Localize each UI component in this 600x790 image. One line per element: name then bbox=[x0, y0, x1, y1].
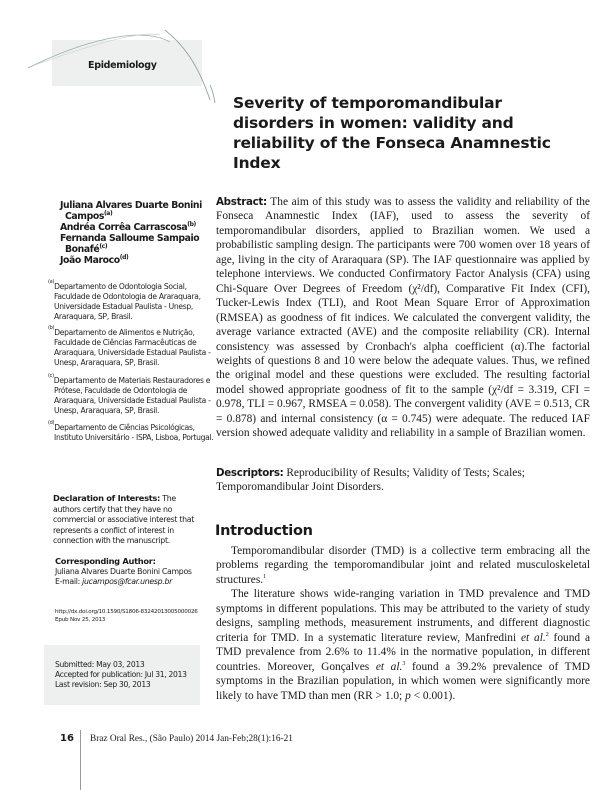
affiliation: $^{(a)}$Departamento de Odontologia Social, Faculdade de Odontologia de Araraquara, Universidade Estadual Paulista - Unesp, Araraquara, SP, Brasil. bbox=[48, 279, 201, 321]
email-link[interactable]: jucampos@fcar.unesp.br bbox=[82, 577, 173, 586]
doi-info: http://dx.doi.org/10.1590/S1806-83242013005000026 Epub Nov 25, 2013 bbox=[55, 609, 198, 623]
dates: Submitted: May 03, 2013 Accepted for publication: Jul 31, 2013 Last revision: Sep 30, 2013 bbox=[55, 660, 187, 689]
author: Andréa Corrêa Carrascosa$^{(b)}$ bbox=[60, 220, 196, 233]
abstract bbox=[216, 195, 590, 441]
journal-citation: Braz Oral Res., (São Paulo) 2014 Jan-Feb;28(1):16-21 bbox=[90, 734, 293, 744]
article-title: Severity of temporomandibular disorders in women: validity and reliability of the Fonseca Anamnestic Index bbox=[233, 94, 551, 172]
affiliation: $^{(d)}$Departamento de Ciências Psicológicas, Instituto Universitário - ISPA, Lisboa, Portugal. bbox=[48, 420, 214, 442]
author: João Maroco$^{(d)}$ bbox=[60, 253, 129, 266]
page-number: 16 bbox=[60, 733, 74, 744]
doi-link[interactable]: http://dx.doi.org/10.1590/S1806-83242013005000026 bbox=[55, 609, 198, 615]
descriptors-text: Reproducibility of Results; Validity of Tests; Scales; Temporomandibular Joint Disorders. bbox=[216, 467, 525, 494]
declaration-of-interests: Declaration of Interests: The authors certify that they have no commercial or associative interest that represents a conflict of interest in connection with the manuscript. bbox=[53, 493, 194, 545]
author: Juliana Alvares Duarte Bonini Campos$^{(a)}$ bbox=[60, 200, 202, 222]
decorative-curve-tail bbox=[180, 85, 220, 105]
introduction-heading: Introduction bbox=[215, 523, 313, 539]
section-label: Epidemiology bbox=[88, 60, 157, 71]
footer-divider bbox=[80, 730, 81, 790]
introduction-body bbox=[216, 544, 590, 703]
author: Fernanda Salloume Sampaio Bonafé$^{(c)}$ bbox=[60, 233, 200, 255]
affiliation: $^{(b)}$Departamento de Alimentos e Nutrição, Faculdade de Ciências Farmacêuticas de Araraquara, Universidade Estadual Paulista - Unesp, Araraquara, SP, Brasil. bbox=[48, 325, 211, 367]
abstract-label: Abstract: bbox=[216, 196, 267, 208]
author-list bbox=[60, 200, 210, 266]
descriptors bbox=[216, 466, 590, 495]
descriptors-label: Descriptors: bbox=[216, 467, 284, 479]
paragraph: Temporomandibular disorder (TMD) is a collective term embracing all the problems regarding the temporomandibular joint and related musculoskeletal structures.$^1$ bbox=[216, 545, 590, 586]
paragraph: The literature shows wide-ranging variation in TMD prevalence and TMD symptoms in different populations. This may be attributed to the variety of study designs, sampling methods, measurement instruments, and different diagnostic criteria for TMD. In a systematic literature review, Manfredini et al.$^2$ found a TMD prevalence from 2.6% to 11.4% in the normative population, in different countries. Moreover, Gonçalves et al.$^3$ found a 39.2% prevalence of TMD symptoms in the Brazilian population, in which women were significantly more likely to have TMD than men (RR > 1.0; p < 0.001). bbox=[216, 588, 591, 702]
affiliation: $^{(c)}$Departamento de Materiais Restauradores e Prótese, Faculdade de Odontologia de Araraquara, Universidade Estadual Paulista - Unesp, Araraquara, SP, Brasil. bbox=[48, 373, 211, 415]
corresponding-author: Corresponding Author: Juliana Alvares Duarte Bonini Campos E-mail: jucampos@fcar.unesp.br bbox=[55, 556, 192, 586]
abstract-text: The aim of this study was to assess the validity and reliability of the Fonseca Anamnestic Index (IAF), used to assess the severity of temporomandibular disorders, applied to Brazilian women. We used a probabilistic sampling design. The participants were 700 women over 18 years of age, living in the city of Araraquara (SP). The IAF questionnaire was applied by telephone interviews. We conducted Confirmatory Factor Analysis (CFA) using Chi-Square Over Degrees of Freedom (χ²/df), Comparative Fit Index (CFI), Tucker-Lewis Index (TLI), and Root Mean Square Error of Approximation (RMSEA) as goodness of fit indices. We calculated the convergent validity, the average variance extracted (AVE) and the composite reliability (CR). Internal consistency was assessed by Cronbach's alpha coefficient (α).The factorial weights of questions 8 and 10 were below the adequate values. Thus, we refined the original model and these questions were excluded. The resulting factorial model showed appropriate goodness of fit to the sample (χ²/df = 3.319, CFI = 0.978, TLI = 0.967, RMSEA = 0.058). The convergent validity (AVE = 0.513, CR = 0.878) and internal consistency (α = 0.745) were adequate. The reduced IAF version showed adequate validity and reliability in a sample of Brazilian women. bbox=[216, 196, 590, 440]
